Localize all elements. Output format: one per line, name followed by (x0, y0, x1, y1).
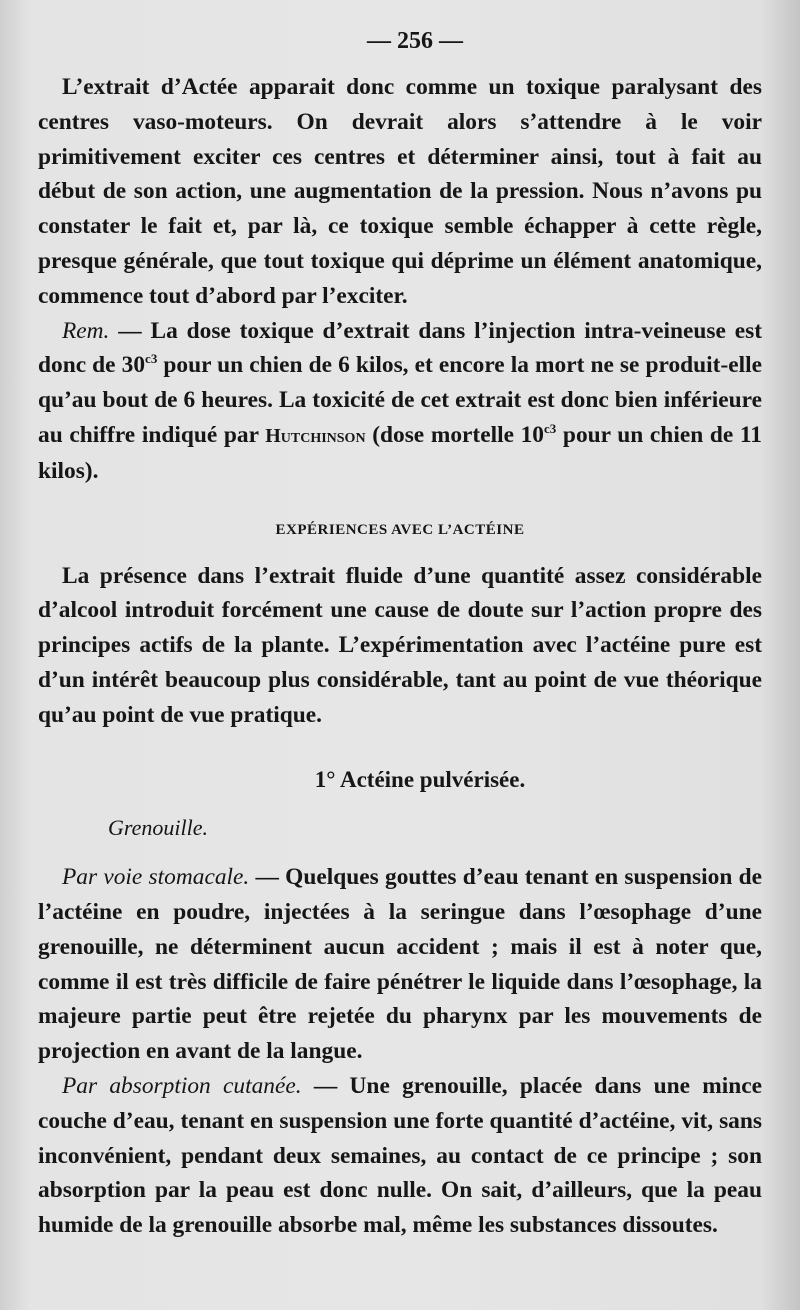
page-body (38, 70, 762, 1243)
skin-text: — Une grenouille, placée dans une mince couche d’eau, tenant en suspension une forte quantité d’actéine, vit, sans inconvénient, pendant deux semaines, au contact de ce principe ; son absorption par la peau est donc nulle. On sait, d’ailleurs, que la peau humide de la grenouille absorbe mal, même les substances dissoutes. (38, 1072, 762, 1239)
remark-label: Rem. (62, 317, 110, 344)
remark-text-d: pour un chien de 11 kilos). (38, 421, 762, 484)
paragraph-skin (38, 1069, 762, 1243)
unit-superscript-2: c3 (544, 421, 557, 437)
remark-text-b: pour un chien de 6 kilos, et encore la mort ne se produit-elle qu’au bout de 6 heures. La toxicité de cet extrait est donc bien inférieure au chiffre indiqué par (38, 352, 762, 448)
stomach-text: — Quelques gouttes d’eau tenant en suspension de l’actéine en poudre, injectées à la seringue dans l’œsophage d’une grenouille, ne déterminent aucun accident ; mais il est à noter que, comme il est très difficile de faire pénétrer le liquide dans l’œsophage, la majeure partie peut être rejetée du pharynx par les mouvements de projection en avant de la langue. (38, 864, 762, 1065)
skin-label: Par absorption cutanée. (62, 1072, 302, 1099)
section-title: EXPÉRIENCES AVEC L’ACTÉINE (275, 521, 525, 538)
unit-superscript-1: c3 (145, 351, 158, 367)
animal-heading: Grenouille. (108, 815, 208, 841)
stomach-label: Par voie stomacale. (62, 864, 250, 891)
remark-text-c: (dose mortelle 10 (365, 421, 544, 448)
paragraph-conclusion: L’extrait d’Actée apparait donc comme un toxique paralysant des centres vaso-moteurs. On devrait alors s’attendre à le voir primitivement exciter ces centres et déterminer ainsi, tout à fait au début de son action, une augmentation de la pression. Nous n’avons pu constater le fait et, par là, ce toxique semble échapper à cette règle, presque générale, que tout toxique qui déprime un élément anatomique, commence tout d’abord par l’exciter. (38, 74, 762, 309)
author-name: Hutchinson (265, 424, 366, 447)
subsection-title: 1° Actéine pulvérisée. (314, 766, 526, 792)
remark-text-a: — La dose toxique d’extrait dans l’injection intra-veineuse est donc de 30 (38, 317, 762, 379)
page-number: — 256 — (367, 28, 463, 54)
paragraph-actein-intro: La présence dans l’extrait fluide d’une quantité assez considérable d’alcool introduit forcément une cause de doute sur l’action propre des principes actifs de la plante. L’expérimentation avec l’actéine pure est d’un intérêt beaucoup plus considérable, tant au point de vue théorique qu’au point de vue pratique. (38, 562, 762, 728)
paragraph-remark (38, 314, 762, 489)
paragraph-stomach (38, 860, 762, 1069)
spacer (38, 733, 762, 757)
spacer (38, 489, 762, 513)
